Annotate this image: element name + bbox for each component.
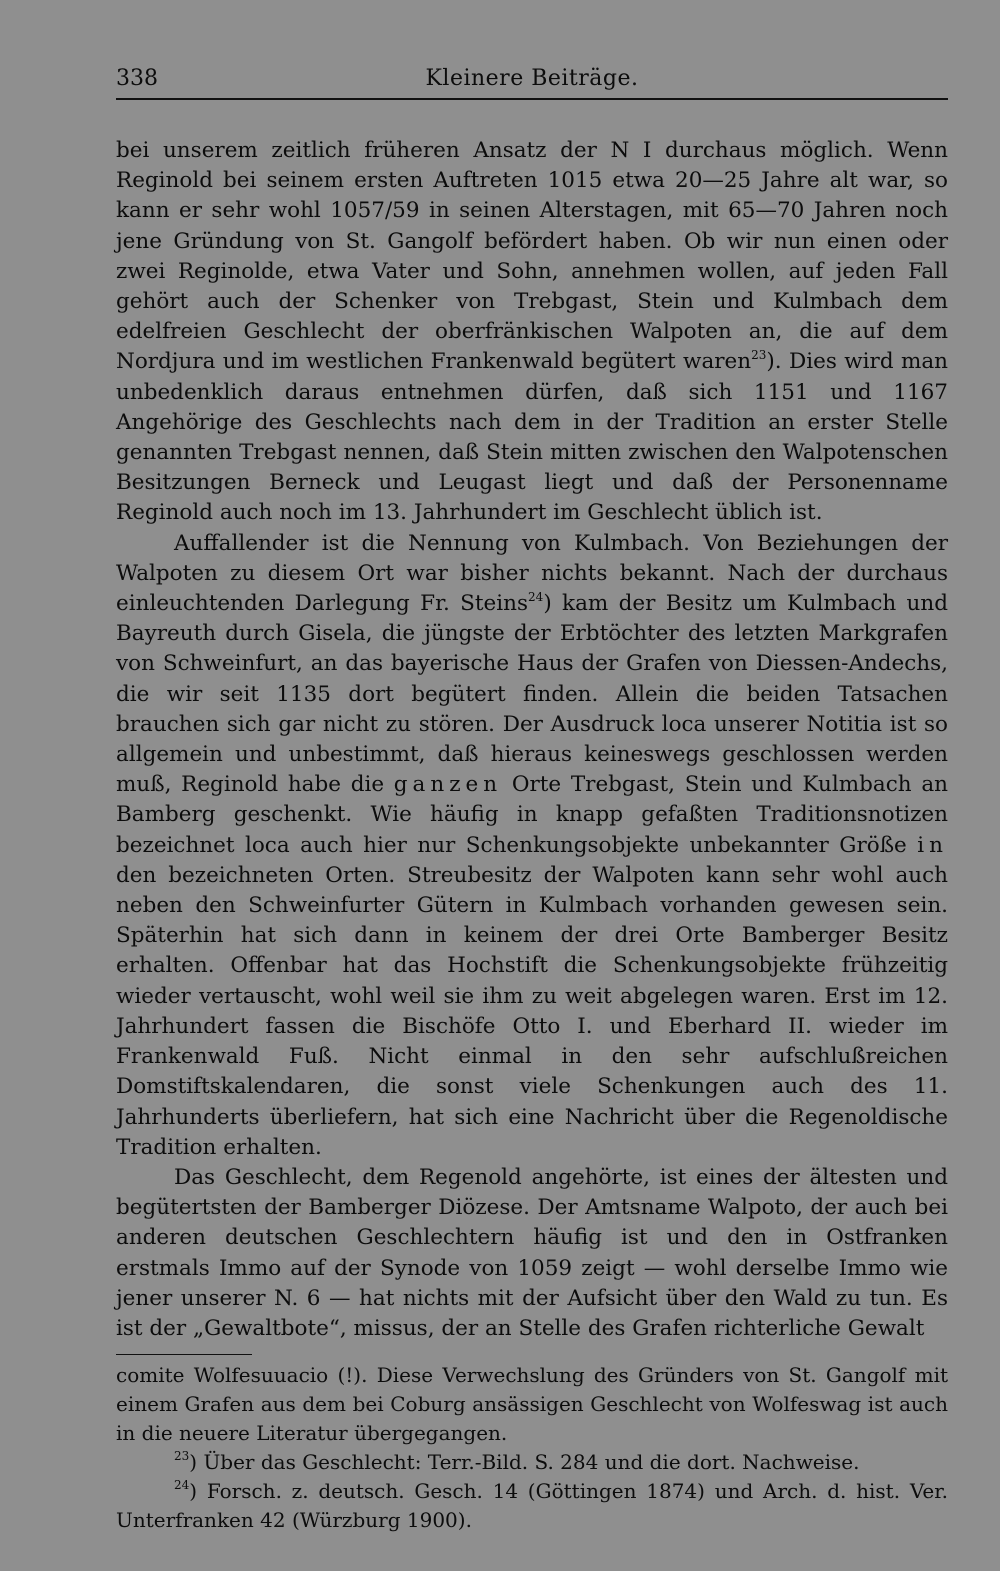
footnote-24-text: ) Forsch. z. deutsch. Gesch. 14 (Göttingen 1874) und Arch. d. hist. Ver. Unterfranken 42 (Würzburg 1900). [116,1479,948,1533]
footnote-23-text: ) Über das Geschlecht: Terr.-Bild. S. 284 und die dort. Nachweise. [189,1450,860,1475]
running-head-title: Kleinere Beiträge. [425,66,639,91]
paragraph-2-text-a: Auffallender ist die Nennung von Kulmbach. Von Beziehungen der Walpoten zu diesem Ort war bisher nichts bekannt. Nach der durchaus einleuchtenden Darlegung Fr. Steins [116,530,948,617]
main-text [116,136,948,1344]
header-rule [116,98,948,100]
footnote-24-marker: 24 [174,1478,190,1493]
footnote-rule [116,1354,252,1355]
paragraph-3: Das Geschlecht, dem Regenold angehörte, ist eines der ältesten und begütertsten der Bamberger Diözese. Der Amtsname Walpoto, der auch bei anderen deutschen Geschlechtern häufig ist und den in Ostfranken erstmals Immo auf der Synode von 1059 zeigt — wohl derselbe Immo wie jener unserer N. 6 — hat nichts mit der Aufsicht über den Wald zu tun. Es ist der „Gewaltbote“, missus, der an Stelle des Grafen richterliche Gewalt [116,1164,948,1341]
spaced-emphasis-ganzen: ganzen [393,772,503,798]
paragraph-2-text-b: ) kam der Besitz um Kulmbach und Bayreuth durch Gisela, die jüngste der Erbtöchter des letzten Markgrafen von Schweinfurt, an das bayerische Haus der Grafen von Diessen-Andechs, die wir seit 1135 dort begütert finden. Allein die beiden Tatsachen brauchen sich gar nicht zu stören. Der Ausdruck loca unserer Notitia ist so allgemein und unbestimmt, daß hieraus keineswegs geschlossen werden muß, Reginold habe die [116,591,949,798]
paragraph-1 [116,136,948,529]
footnotes [116,1361,948,1535]
running-head [116,64,948,94]
spaced-emphasis-in: in [917,832,948,858]
paragraph-2-text-d: den bezeichneten Orten. Streubesitz der Walpoten kann sehr wohl auch neben den Schweinfurter Gütern in Kulmbach vorhanden gewesen sein. Späterhin hat sich dann in keinem der drei Orte Bamberger Besitz erhalten. Offenbar hat das Hochstift die Schenkungsobjekte frühzeitig wieder vertauscht, wohl weil sie ihm zu weit abgelegen waren. Erst im 12. Jahrhundert fassen die Bischöfe Otto I. und Eberhard II. wieder im Frankenwald Fuß. Nicht einmal in den sehr aufschlußreichen Domstiftskalendaren, die sonst viele Schenkungen auch des 11. Jahrhunderts überliefern, hat sich eine Nachricht über die Regenoldische Tradition erhalten. [116,862,948,1160]
footnote-continuation: comite Wolfesuuacio (!). Diese Verwechslung des Gründers von St. Gangolf mit einem Grafen aus dem bei Coburg ansässigen Geschlecht von Wolfeswag ist auch in die neuere Literatur übergegangen. [116,1363,948,1446]
book-page [116,64,948,1535]
footnote-24 [116,1477,948,1535]
paragraph-1-text-b: ). Dies wird man unbedenklich daraus entnehmen dürfen, daß sich 1151 und 1167 Angehörige des Geschlechts nach dem in der Tradition an erster Stelle genannten Trebgast nennen, daß Stein mitten zwischen den Walpotenschen Besitzungen Berneck und Leugast liegt und daß der Personenname Reginold auch noch im 13. Jahrhundert im Geschlecht üblich ist. [116,349,948,526]
footnote-ref-24: 24 [528,590,544,605]
footnote-23-marker: 23 [174,1449,190,1464]
paragraph-2 [116,529,948,1163]
page-number: 338 [116,66,158,91]
paragraph-1-text-a: bei unserem zeitlich früheren Ansatz der N I durchaus möglich. Wenn Reginold bei seinem ersten Auftreten 1015 etwa 20—25 Jahre alt war, so kann er sehr wohl 1057/59 in seinen Alterstagen, mit 65—70 Jahren noch jene Gründung von St. Gangolf befördert haben. Ob wir nun einen oder zwei Reginolde, etwa Vater und Sohn, annehmen wollen, auf jeden Fall gehört auch der Schenker von Trebgast, Stein und Kulmbach dem edelfreien Geschlecht der oberfränkischen Walpoten an, die auf dem Nordjura und im westlichen Frankenwald begütert waren [116,138,948,375]
paragraph-2-text-c: Orte Trebgast, Stein und Kulmbach an Bamberg geschenkt. Wie häufig in knapp gefaßten Traditionsnotizen bezeichnet loca auch hier nur Schenkungsobjekte unbekannter Größe [116,772,948,858]
footnote-23 [116,1448,948,1477]
footnote-ref-23: 23 [751,348,767,363]
